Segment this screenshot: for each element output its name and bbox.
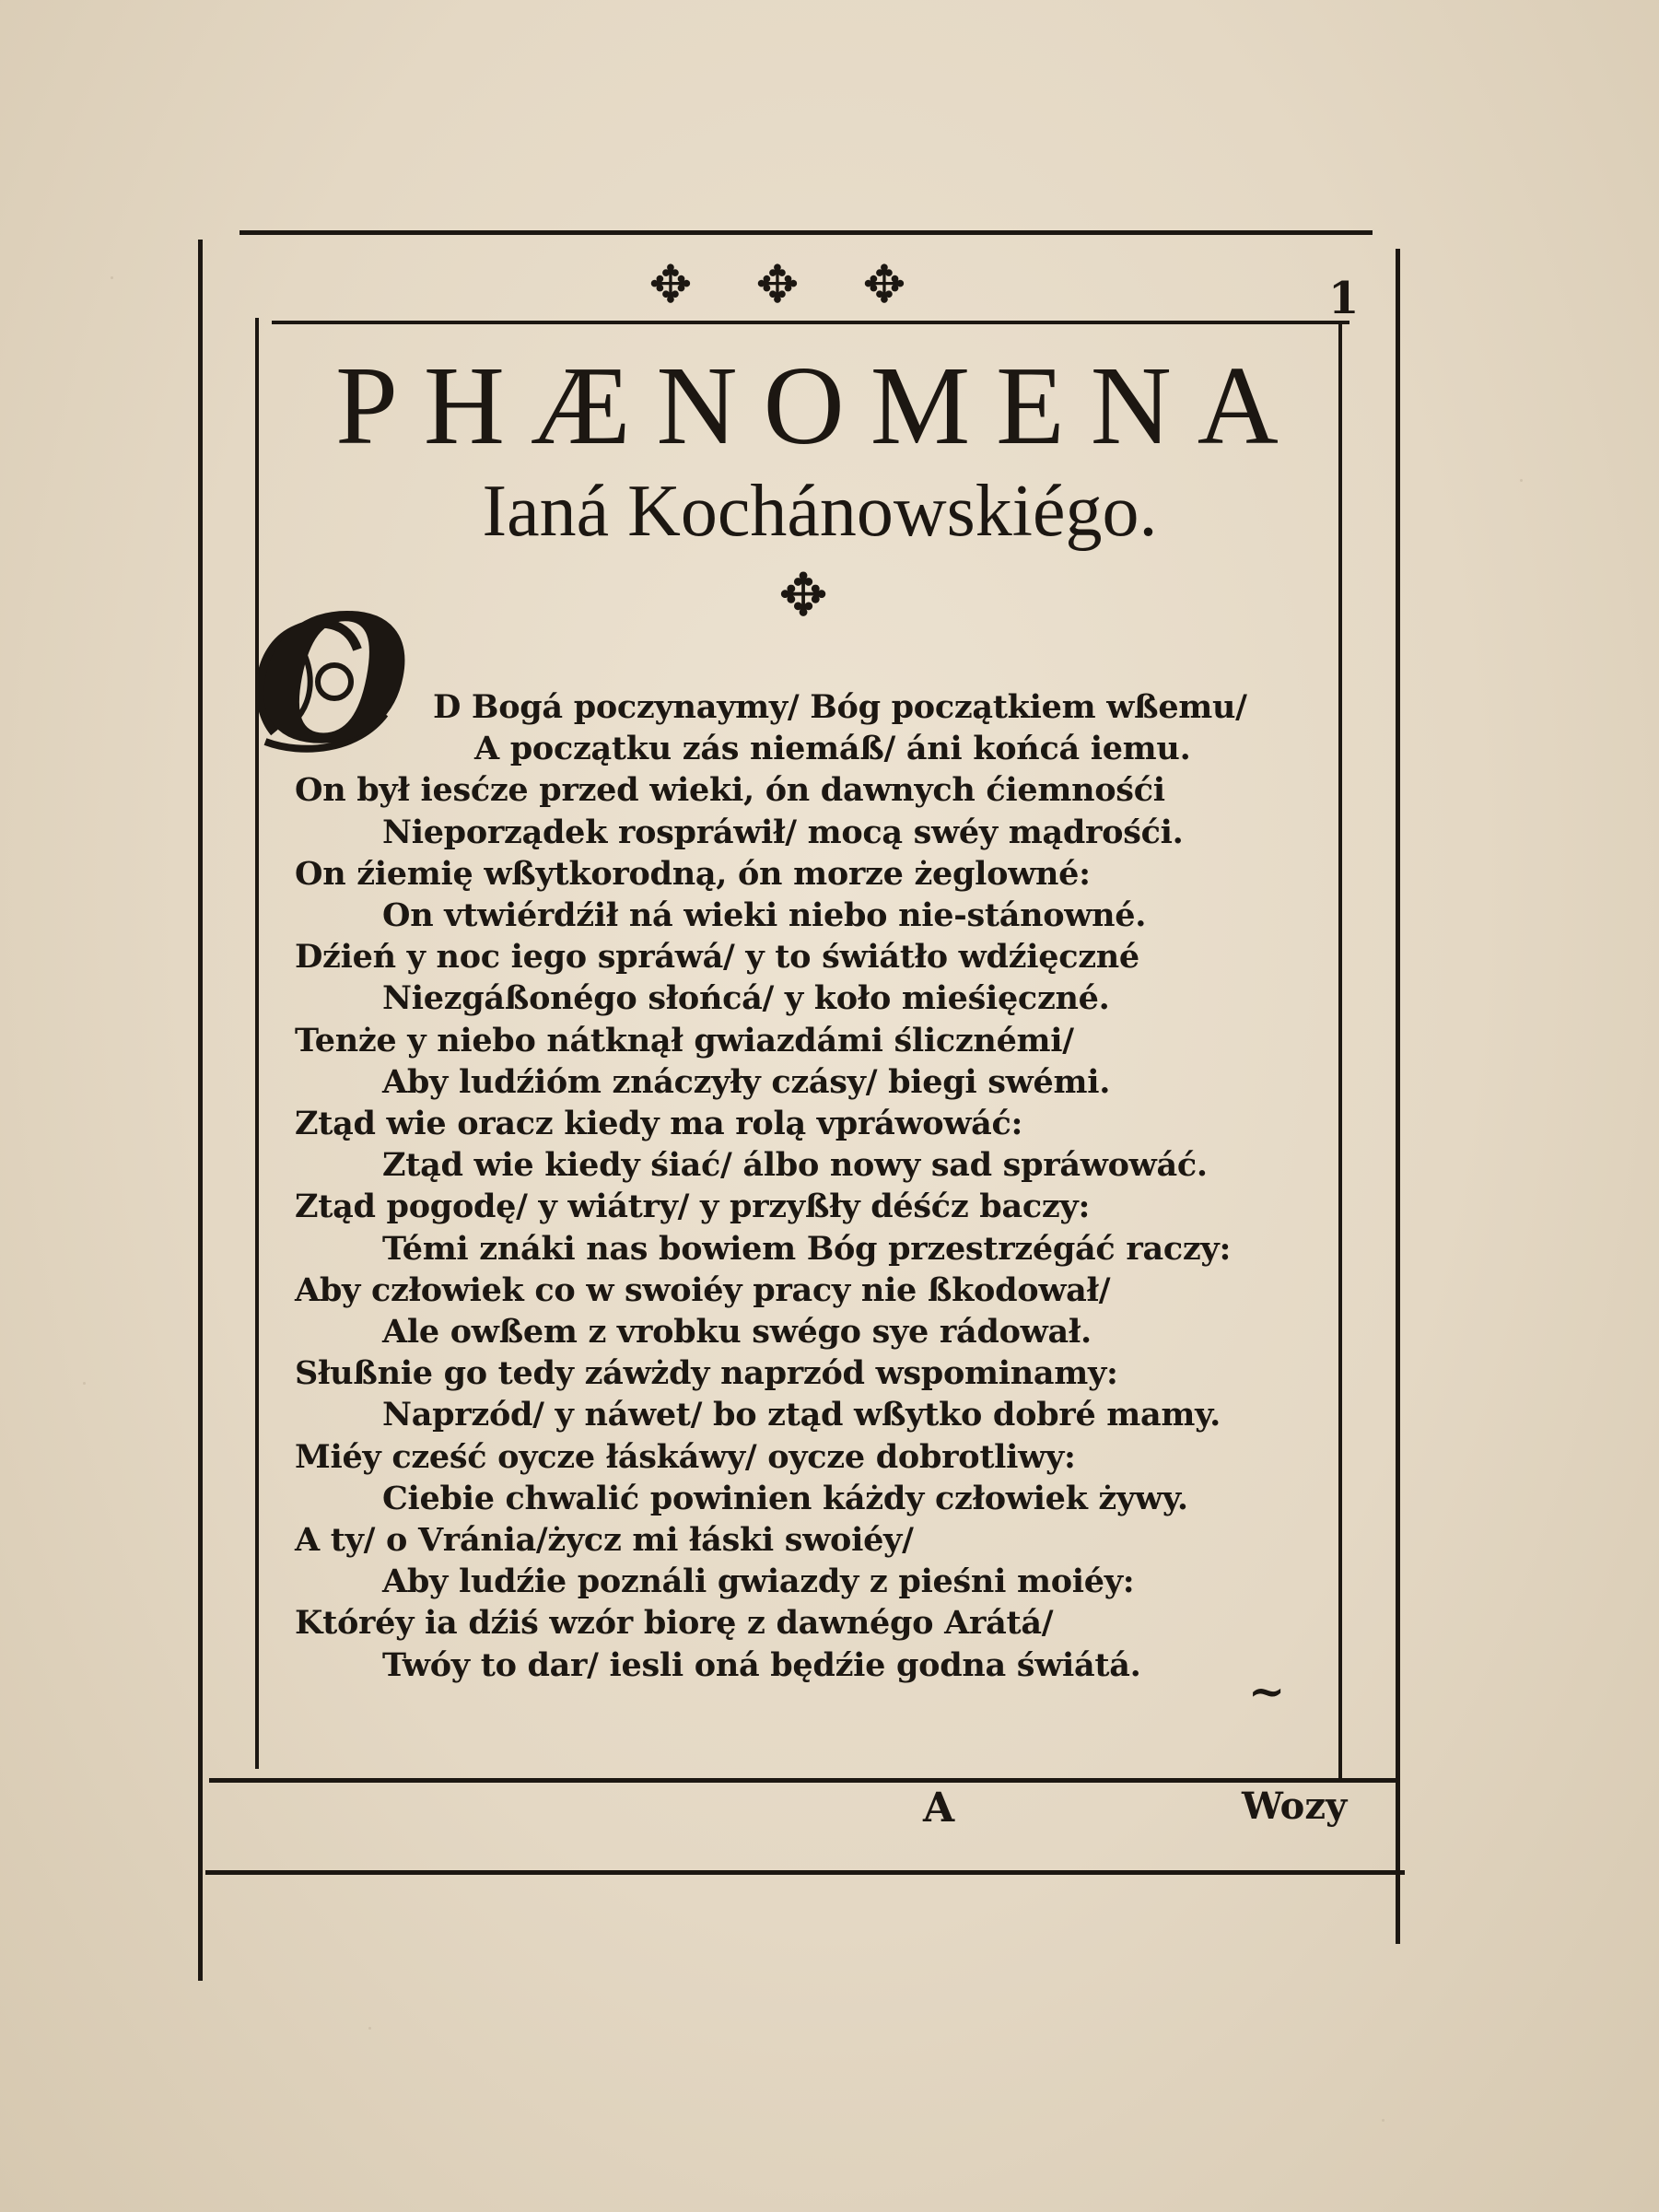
verse-line: Tenże y niebo nátknął gwiazdámi ślicznémi/ bbox=[295, 1021, 1074, 1059]
paper-speck bbox=[1382, 2119, 1384, 2122]
verse-line: D Bogá poczynaymy/ Bóg początkiem wßemu/ bbox=[433, 688, 1247, 726]
frame-rule-header bbox=[272, 321, 1349, 324]
verse-line: On był iesćze przed wieki, ón dawnych ćiemnośći bbox=[295, 771, 1165, 810]
verse-line: Naprzód/ y náwet/ bo ztąd wßytko dobré mamy. bbox=[382, 1396, 1221, 1434]
frame-rule-top bbox=[240, 230, 1373, 235]
fleuron-icon: ✥ bbox=[862, 255, 906, 315]
fleuron-icon: ✥ bbox=[648, 255, 693, 315]
frame-rule-right-outer bbox=[1396, 249, 1400, 1944]
frame-rule-left-inner bbox=[255, 318, 259, 1769]
verse-line: On źiemię wßytkorodną, ón morze żeglowné: bbox=[295, 854, 1091, 893]
verse-line: Miéy cześć oycze łáskáwy/ oycze dobrotliwy: bbox=[295, 1437, 1076, 1476]
verse-line: Aby człowiek co w swoiéy pracy nie ßkodował/ bbox=[295, 1270, 1111, 1309]
paper-speck bbox=[1520, 479, 1523, 482]
header-ornaments bbox=[645, 255, 910, 315]
drop-cap-letter: O bbox=[258, 577, 411, 782]
verse-line: Aby ludźie poználi gwiazdy z pieśni moiéy: bbox=[382, 1562, 1135, 1601]
verse-line: Słußnie go tedy záwżdy naprzód wspominamy: bbox=[295, 1354, 1118, 1393]
verse-line: Ztąd wie kiedy śiać/ álbo nowy sad spráwowáć. bbox=[382, 1146, 1208, 1185]
verse-line: Aby ludźióm znáczyły czásy/ biegi swémi. bbox=[382, 1062, 1111, 1101]
catchword: Wozy bbox=[1242, 1785, 1348, 1828]
verse-line: Niezgáßonégo słońcá/ y koło mieśięczné. bbox=[382, 979, 1110, 1018]
verse-line: Ciebie chwalić powinien káżdy człowiek żywy. bbox=[382, 1479, 1188, 1517]
verse-line: Témi znáki nas bowiem Bóg przestrzégáć raczy: bbox=[382, 1229, 1232, 1268]
frame-rule-left-outer bbox=[198, 240, 203, 1981]
fleuron-icon: ✥ bbox=[755, 255, 800, 315]
verse-block bbox=[295, 686, 1317, 1686]
verse-line: On vtwiérdźił ná wieki niebo nie-stánowné. bbox=[382, 896, 1147, 935]
frame-rule-bottom-outer bbox=[205, 1870, 1405, 1875]
verse-line: Ale owßem z vrobku swégo sye rádował. bbox=[382, 1313, 1092, 1352]
verse-line: Dźień y noc iego spráwá/ y to świátło wdźięczné bbox=[295, 938, 1139, 977]
verse-line: Nieporządek rospráwił/ mocą swéy mądrośći. bbox=[382, 813, 1184, 851]
frame-rule-bottom-inner bbox=[209, 1778, 1397, 1783]
page-title: PHÆNOMENA bbox=[335, 344, 1304, 468]
signature-mark: A bbox=[923, 1785, 955, 1832]
paper-speck bbox=[111, 276, 113, 279]
verse-line: A początku zás niemáß/ áni końcá iemu. bbox=[474, 730, 1191, 768]
fleuron-icon: ✥ bbox=[778, 562, 828, 630]
frame-rule-right-inner bbox=[1338, 322, 1342, 1778]
page-number: 1 bbox=[1328, 273, 1360, 324]
paper-speck bbox=[83, 1382, 86, 1385]
line-end-swash: ~ bbox=[1248, 1666, 1286, 1717]
verse-line: Ztąd pogodę/ y wiátry/ y przyßły déśćz baczy: bbox=[295, 1188, 1091, 1226]
verse-line: Któréy ia dźiś wzór biorę z dawnégo Arátá/ bbox=[295, 1604, 1054, 1643]
verse-line: Twóy to dar/ iesli oná będźie godna świátá. bbox=[382, 1645, 1141, 1684]
verse-line: Ztąd wie oracz kiedy ma rolą vpráwowáć: bbox=[295, 1105, 1023, 1143]
page-subtitle: Ianá Kochánowskiégo. bbox=[482, 471, 1158, 552]
verse-line: A ty/ o Vránia/życz mi łáski swoiéy/ bbox=[295, 1521, 914, 1560]
paper-speck bbox=[368, 2027, 371, 2030]
